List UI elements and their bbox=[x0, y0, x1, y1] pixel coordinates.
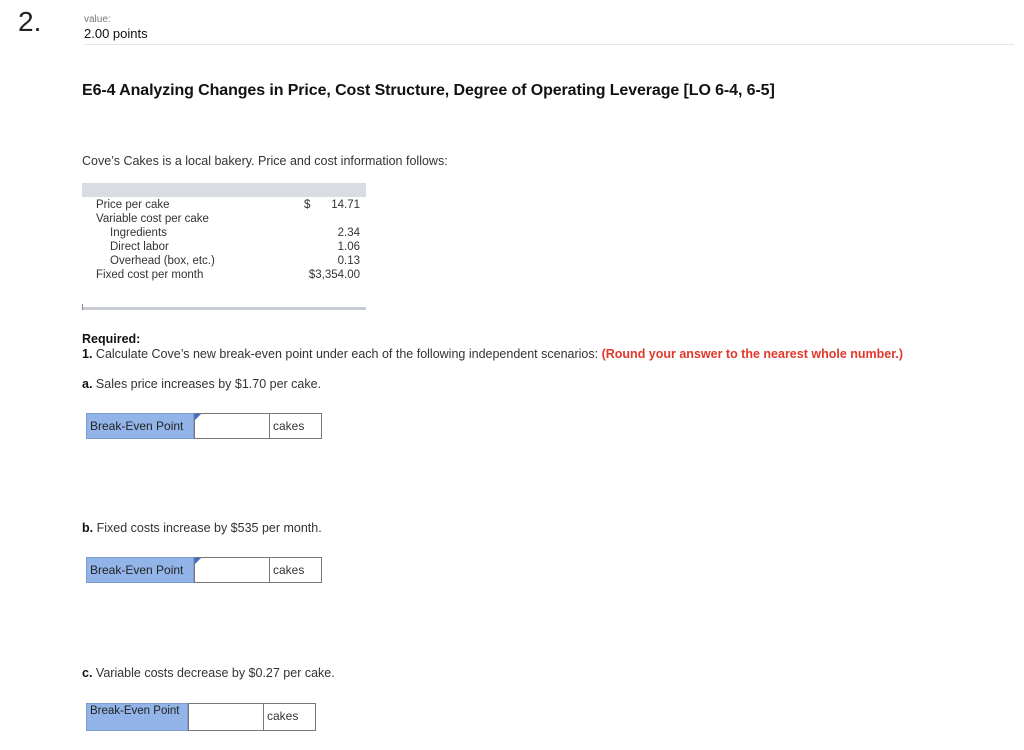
question-number: 2. bbox=[18, 6, 42, 37]
required-item bbox=[82, 347, 903, 361]
unit-label: cakes bbox=[270, 557, 322, 583]
table-header-bar bbox=[82, 183, 366, 197]
break-even-label: Break-Even Point bbox=[86, 557, 194, 583]
break-even-input-c[interactable] bbox=[188, 703, 264, 731]
row-amount: 2.34 bbox=[337, 227, 360, 239]
break-even-label: Break-Even Point bbox=[86, 413, 194, 439]
required-item-number: 1. bbox=[82, 347, 93, 361]
row-label: Ingredients bbox=[110, 227, 167, 239]
table-row bbox=[82, 240, 366, 254]
unit-label: cakes bbox=[270, 413, 322, 439]
problem-intro: Cove’s Cakes is a local bakery. Price and cost information follows: bbox=[82, 154, 448, 168]
answer-row-b bbox=[86, 557, 322, 583]
break-even-input-a[interactable] bbox=[194, 413, 270, 439]
value-label: value: bbox=[84, 14, 111, 25]
row-label: Price per cake bbox=[96, 199, 170, 211]
scenario-text: Fixed costs increase by $535 per month. bbox=[96, 521, 322, 535]
scenario-text: Sales price increases by $1.70 per cake. bbox=[95, 377, 322, 391]
row-amount: 14.71 bbox=[331, 199, 360, 211]
table-row bbox=[82, 254, 366, 268]
row-label: Direct labor bbox=[110, 241, 169, 253]
scenario-letter: a. bbox=[82, 377, 93, 391]
table-row bbox=[82, 268, 366, 282]
row-amount: $3,354.00 bbox=[308, 269, 360, 281]
table-footer-tick bbox=[82, 304, 83, 310]
row-amount: 1.06 bbox=[337, 241, 360, 253]
row-label: Fixed cost per month bbox=[96, 269, 204, 281]
row-currency: $ bbox=[304, 199, 311, 211]
scenario-c bbox=[82, 666, 335, 680]
row-label: Variable cost per cake bbox=[96, 213, 209, 225]
scenario-text: Variable costs decrease by $0.27 per cake. bbox=[95, 666, 335, 680]
required-heading: Required: bbox=[82, 332, 141, 346]
points-value: 2.00 points bbox=[84, 26, 148, 41]
row-label: Overhead (box, etc.) bbox=[110, 255, 215, 267]
table-row bbox=[82, 226, 366, 240]
scenario-letter: b. bbox=[82, 521, 94, 535]
round-note: (Round your answer to the nearest whole number.) bbox=[601, 347, 904, 361]
answer-row-a bbox=[86, 413, 322, 439]
scenario-a bbox=[82, 377, 321, 391]
table-row bbox=[82, 212, 366, 226]
break-even-input-b[interactable] bbox=[194, 557, 270, 583]
scenario-letter: c. bbox=[82, 666, 93, 680]
break-even-label: Break-Even Point bbox=[86, 703, 188, 731]
table-footer-bar bbox=[82, 307, 366, 310]
header-divider bbox=[84, 44, 1014, 45]
unit-label: cakes bbox=[264, 703, 316, 731]
table-row bbox=[82, 198, 366, 212]
problem-title: E6-4 Analyzing Changes in Price, Cost Structure, Degree of Operating Leverage [LO 6-4, 6-5] bbox=[82, 82, 775, 99]
row-amount: 0.13 bbox=[337, 255, 360, 267]
scenario-b bbox=[82, 521, 322, 535]
required-item-text: Calculate Cove’s new break-even point under each of the following independent scenarios: bbox=[95, 347, 599, 361]
answer-row-c bbox=[86, 703, 316, 731]
cost-table bbox=[82, 183, 366, 310]
